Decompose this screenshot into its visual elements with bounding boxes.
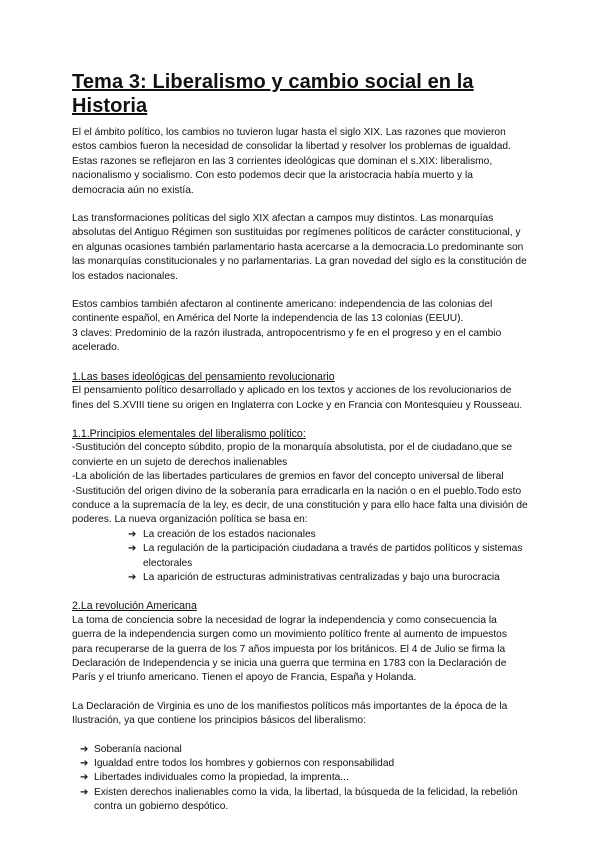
section-1-text: El pensamiento político desarrollado y aplicado en los textos y acciones de los revolucionarios de fines del S.XVIII tiene su origen en Inglaterra con Locke y en Francia con Montesquieu y Rousseau. [72,385,523,411]
arrow-right-icon: ➔ [128,571,137,583]
arrow-right-icon: ➔ [128,528,137,540]
principle-line-1: -Sustitución del concepto súbdito, propio de la monarquía absolutista, por el de ciudadano,que se convierte en un sujeto de derechos inalienables [72,442,513,468]
arrow-right-icon: ➔ [80,758,89,770]
list-item: ➔ La aparición de estructuras administrativas centralizadas y bajo una burocracia [72,571,528,585]
page-title: Tema 3: Liberalismo y cambio social en la Historia [72,71,474,117]
principle-line-2: -La abolición de las libertades particulares de gremios en favor del concepto universal de liberal [72,471,504,483]
virginia-bullet-list [72,743,528,815]
section-2-text: La toma de conciencia sobre la necesidad de lograr la independencia y como consecuencia la guerra de la independencia surgen como un movimiento político frente al aumento de impuestos para recuperarse de la guerra de los 7 años impuesta por los británicos. El 4 de Julio se firma la Declaración de Independencia y se inicia una guerra que termina en 1783 con la Declaración de París y el triunfo americano. Tienen el apoyo de Francia, España y Holanda. [72,614,507,684]
arrow-right-icon: ➔ [80,743,89,755]
arrow-right-icon: ➔ [80,786,89,798]
section-2-text-2: La Declaración de Virginia es uno de los manifiestos políticos más importantes de la época de la Ilustración, ya que contiene los principios básicos del liberalismo: [72,700,508,727]
list-item: ➔ Soberanía nacional [72,743,528,757]
list-item: ➔ La regulación de la participación ciudadana a través de partidos políticos y sistemas electorales [128,543,523,569]
principles-bullet-list [72,528,528,586]
section-1-1-heading: 1.1.Principios elementales del liberalismo político: [72,427,306,440]
list-item: ➔ Libertades individuales como la propiedad, la imprenta... [72,771,528,785]
section-2-heading: 2.La revolución Americana [72,600,197,613]
intro-paragraph-1: El el ámbito político, los cambios no tuvieron lugar hasta el siglo XIX. Las razones que movieron estos cambios fueron la necesidad de consolidar la libertad y resolver los problemas de igualdad. Estas razones se reflejaron en las 3 corrientes ideológicas que dominan el s.XIX: liberalismo, nacionalismo y socialismo. Con esto podemos decir que la aristocracia había muerto y la democracia aún no existía. [72,127,511,196]
intro-paragraph-2: Las transformaciones políticas del siglo XIX afectan a campos muy distintos. Las monarquías absolutas del Antiguo Régimen son sustituidas por regímenes políticos de carácter constitucional, y en algunas ocasiones también parlamentario hasta acercarse a la democracia.Lo predominante son las monarquías constitucionales y no parlamentarias. La gran novedad del siglo es la constitución de los estados nacionales. [72,213,527,282]
intro-paragraph-3: Estos cambios también afectaron al continente americano: independencia de las colonias del continente español, en América del Norte la independencia de las 13 colonias (EEUU). [72,299,493,325]
intro-paragraph-4: 3 claves: Predominio de la razón ilustrada, antropocentrismo y fe en el progreso y en el cambio acelerado. [72,327,502,354]
list-item: ➔ La creación de los estados nacionales [72,528,528,542]
arrow-right-icon: ➔ [128,543,137,555]
principle-line-3: -Sustitución del origen divino de la soberanía para erradicarla en la nación o en el pueblo.Todo esto conduce a la supremacía de la ley, es decir, de una constitución y para ello hace falta una división de poderes. La nueva organización política se basa en: [72,485,528,526]
section-1-heading: 1.Las bases ideológicas del pensamiento revolucionario [72,370,335,383]
list-item: ➔ Existen derechos inalienables como la vida, la libertad, la búsqueda de la felicidad, la rebelión contra un gobierno despótico. [80,786,518,813]
list-item: ➔ Igualdad entre todos los hombres y gobiernos con responsabilidad [72,757,528,771]
arrow-right-icon: ➔ [80,772,89,784]
